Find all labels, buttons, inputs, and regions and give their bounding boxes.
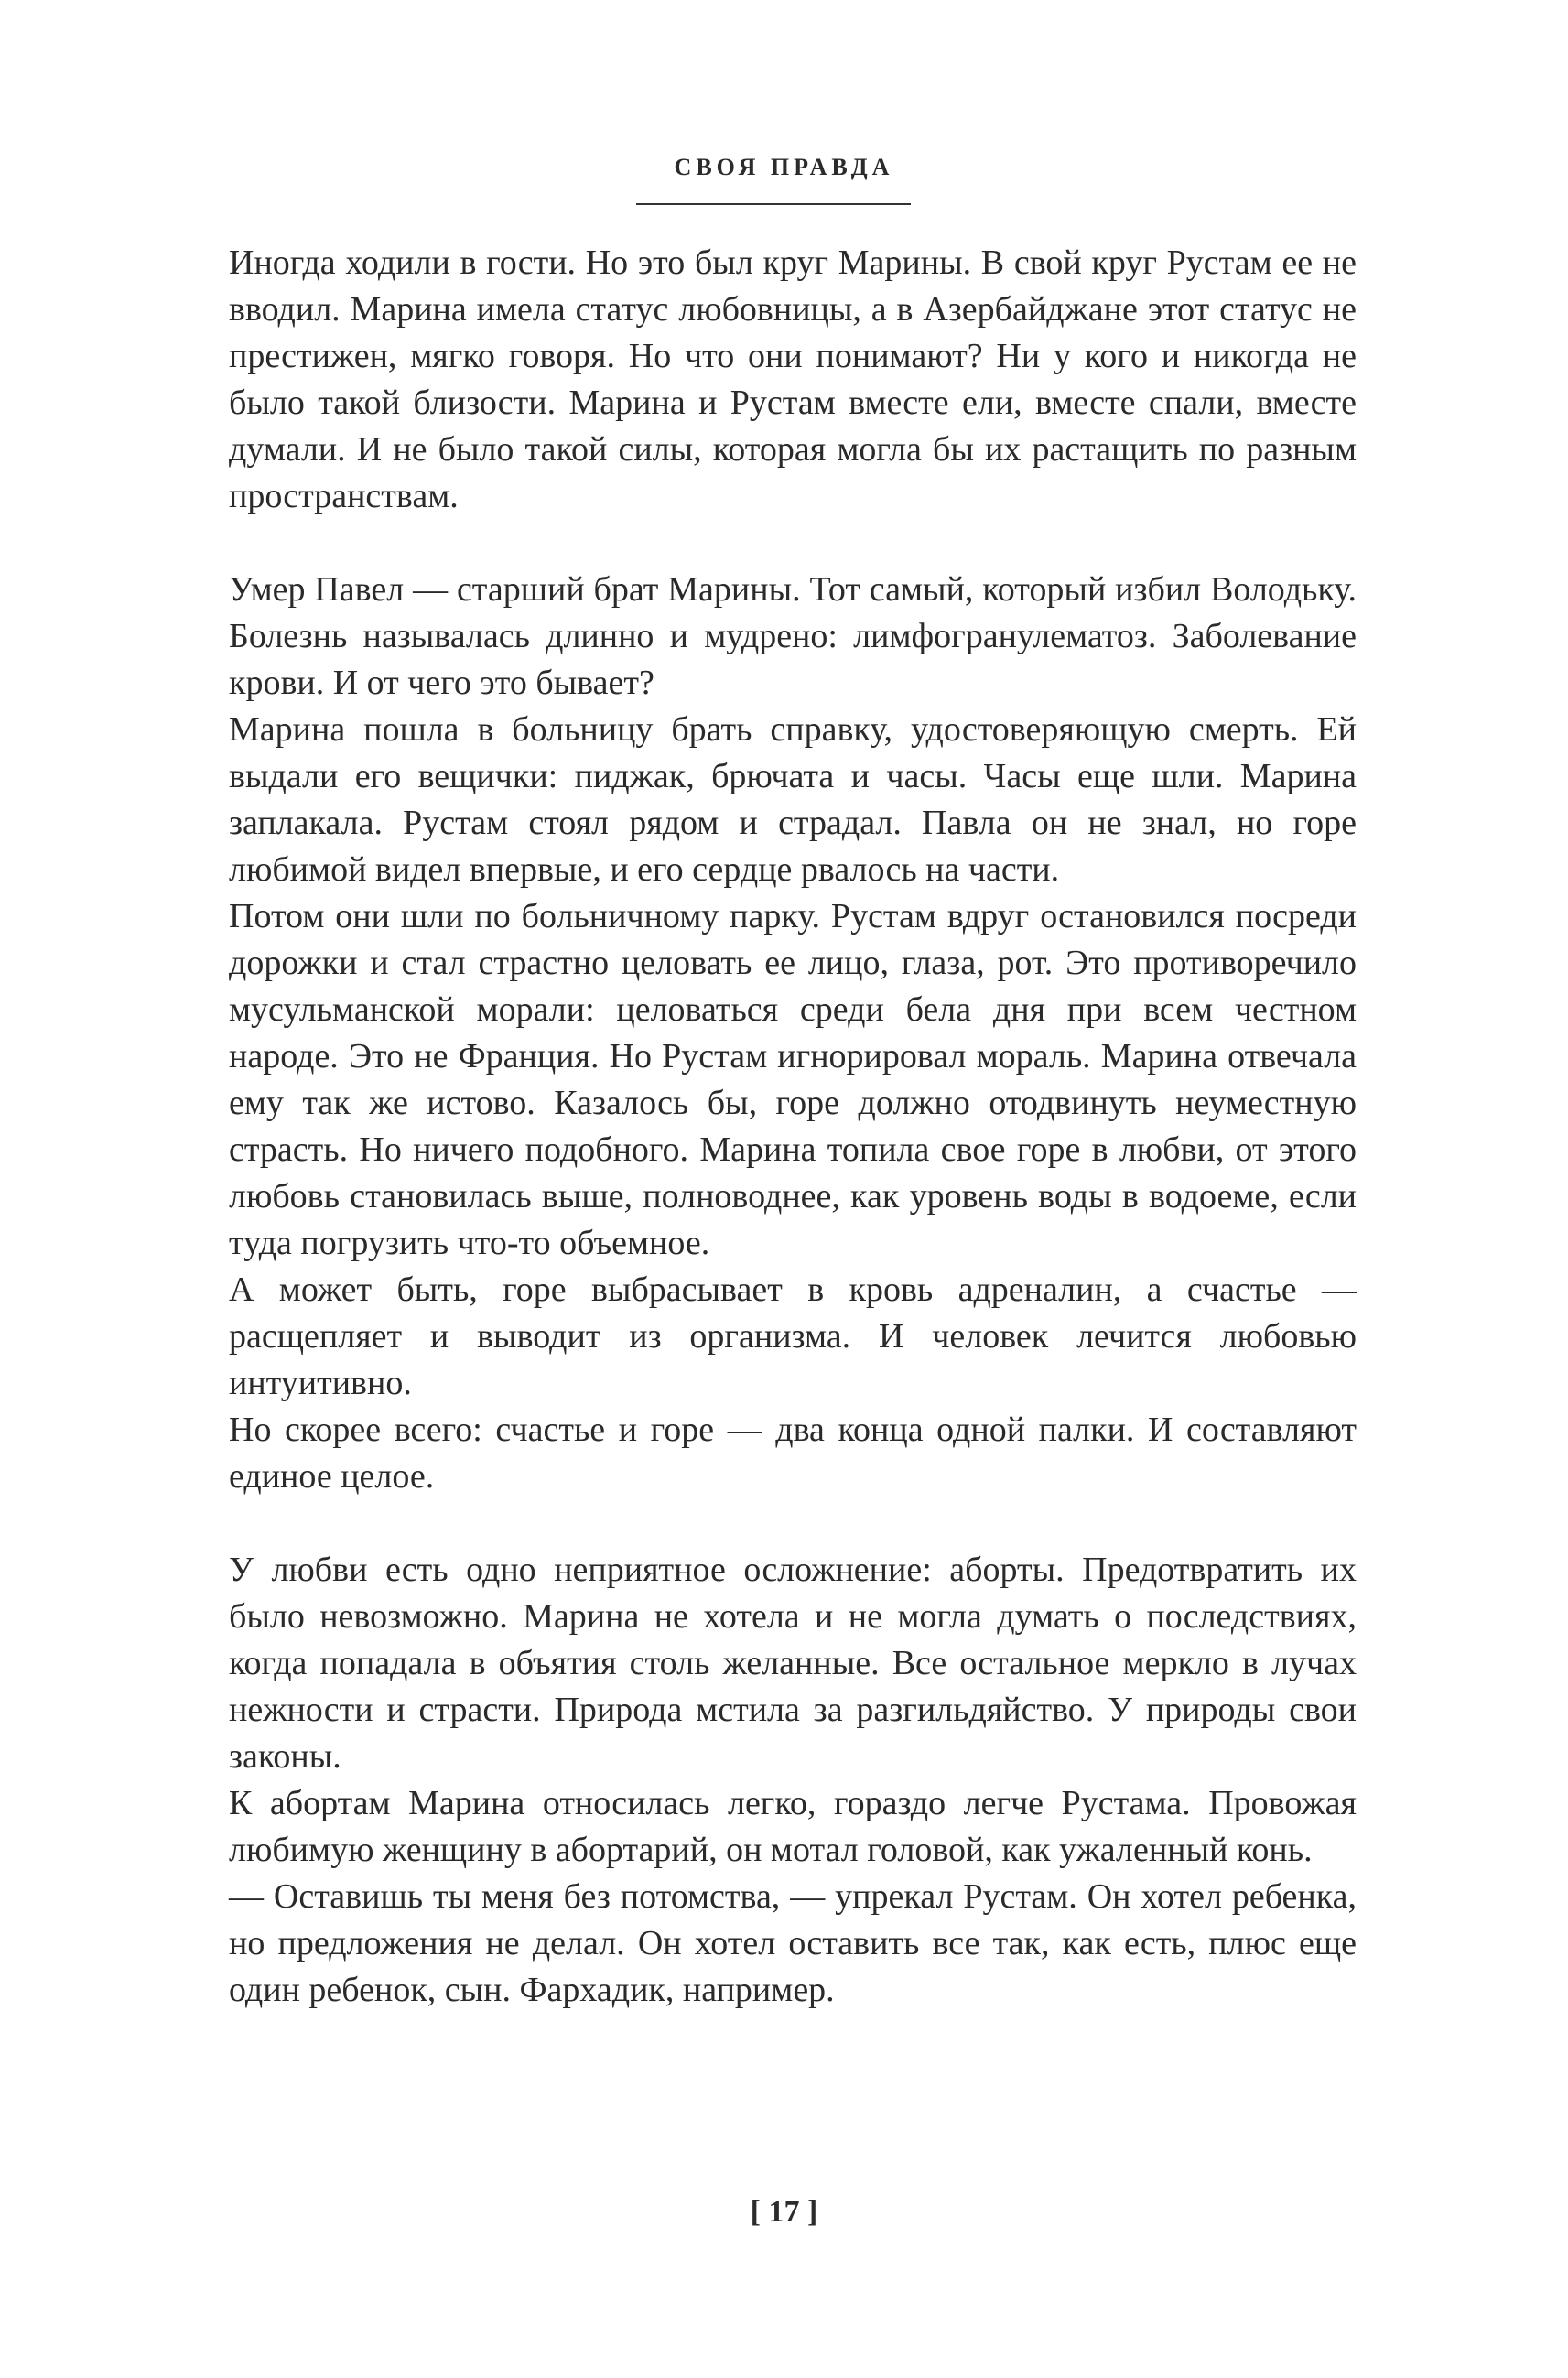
running-head: СВОЯ ПРАВДА: [674, 154, 894, 180]
body-text: [229, 240, 1357, 2014]
page-number: [ 17 ]: [750, 2195, 818, 2229]
paragraph-5: А может быть, горе выбрасывает в кровь адреналин, а счастье — расщепляет и выводит из организма. И человек лечится любовью интуитивно.: [229, 1270, 1357, 1402]
paragraph-4: Потом они шли по больничному парку. Рустам вдруг остановился посреди дорожки и стал страстно целовать ее лицо, глаза, рот. Это противоречило мусульманской морали: целоваться среди бела дня при всем честном народе. Это не Франция. Но Рустам игнорировал мораль. Марина отвечала ему так же истово. Казалось бы, горе должно отодвинуть неуместную страсть. Но ничего подобного. Марина топила свое горе в любви, от этого любовь становилась выше, полноводнее, как уровень воды в водоеме, если туда погрузить что-то объемное.: [229, 897, 1357, 1262]
paragraph-2: Умер Павел — старший брат Марины. Тот самый, который избил Володьку. Болезнь называлась длинно и мудрено: лимфогранулематоз. Заболевание крови. И от чего это бывает?: [229, 570, 1357, 702]
paragraph-1: Иногда ходили в гости. Но это был круг Марины. В свой круг Рустам ее не вводил. Марина имела статус любовницы, а в Азербайджане этот статус не престижен, мягко говоря. Но что они понимают? Ни у кого и никогда не было такой близости. Марина и Рустам вместе ели, вместе спали, вместе думали. И не было такой силы, которая могла бы их растащить по разным пространствам.: [229, 243, 1357, 515]
paragraph-7: У любви есть одно неприятное осложнение: аборты. Предотвратить их было невозможно. Марина не хотела и не могла думать о последствиях, когда попадала в объятия столь желанные. Все остальное меркло в лучах нежности и страсти. Природа мстила за разгильдяйство. У природы свои законы.: [229, 1551, 1357, 1776]
running-head-rule: [636, 203, 911, 205]
paragraph-8: К абортам Марина относилась легко, гораздо легче Рустама. Провожая любимую женщину в абортарий, он мотал головой, как ужаленный конь.: [229, 1784, 1357, 1869]
paragraph-6: Но скорее всего: счастье и горе — два конца одной палки. И составляют единое целое.: [229, 1411, 1357, 1496]
paragraph-3: Марина пошла в больницу брать справку, удостоверяющую смерть. Ей выдали его вещички: пиджак, брючата и часы. Часы еще шли. Марина заплакала. Рустам стоял рядом и страдал. Павла он не знал, но горе любимой видел впервые, и его сердце рвалось на части.: [229, 710, 1357, 889]
paragraph-9: — Оставишь ты меня без потомства, — упрекал Рустам. Он хотел ребенка, но предложения не делал. Он хотел оставить все так, как есть, плюс еще один ребенок, сын. Фархадик, например.: [229, 1877, 1357, 2009]
